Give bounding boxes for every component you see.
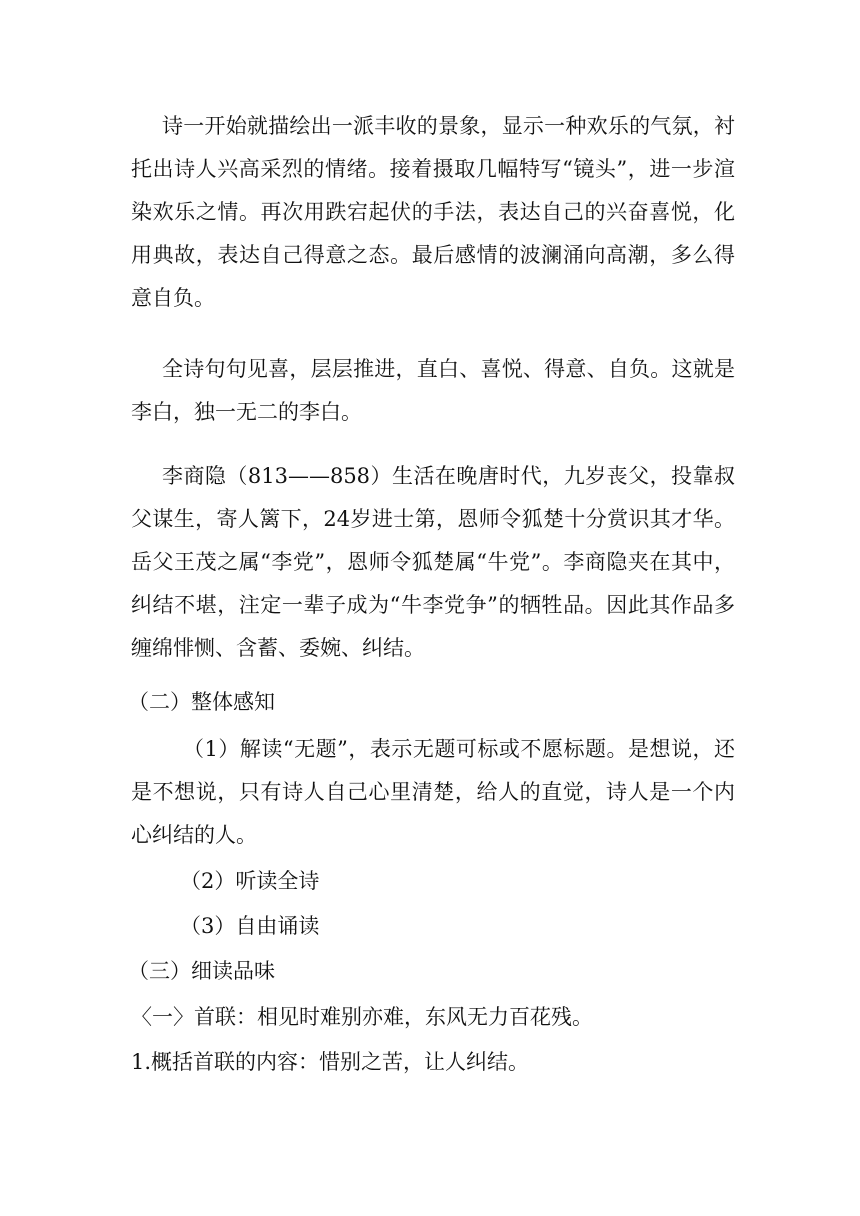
paragraph-summary: 全诗句句见喜，层层推进，直白、喜悦、得意、自负。这就是李白，独一无二的李白。: [131, 357, 735, 424]
section-heading-close-reading: （三）细读品味: [128, 959, 275, 983]
list-item-interpret-title: （1）解读“无题”，表示无题可标或不愿标题。是想说，还是不想说，只有诗人自己心里清楚，给人的直觉，诗人是一个内心纠结的人。: [131, 737, 735, 847]
list-item-recite: （3）自由诵读: [180, 914, 320, 938]
paragraph-li-shangyin-bio: 李商隐（813——858）生活在晚唐时代，九岁丧父，投靠叔父谋生，寄人篱下，24岁进士第，恩师令狐楚十分赏识其才华。岳父王茂之属“李党”，恩师令狐楚属“牛党”。李商隐夹在其中，纠结不堪，注定一辈子成为“牛李党争”的牺牲品。因此其作品多缠绵悱恻、含蓄、委婉、纠结。: [131, 464, 735, 660]
sub-heading-first-couplet: 〈一〉首联：相见时难别亦难，东风无力百花残。: [131, 1005, 593, 1029]
point-summary-first-couplet: 1.概括首联的内容：惜别之苦，让人纠结。: [131, 1050, 530, 1074]
list-item-listen: （2）听读全诗: [180, 869, 320, 893]
paragraph-poem-analysis: 诗一开始就描绘出一派丰收的景象，显示一种欢乐的气氛，衬托出诗人兴高采烈的情绪。接着摄取几幅特写“镜头”，进一步渲染欢乐之情。再次用跌宕起伏的手法，表达自己的兴奋喜悦，化用典故，表达自己得意之态。最后感情的波澜涌向高潮，多么得意自负。: [131, 114, 735, 310]
section-heading-overall-perception: （二）整体感知: [128, 690, 275, 714]
